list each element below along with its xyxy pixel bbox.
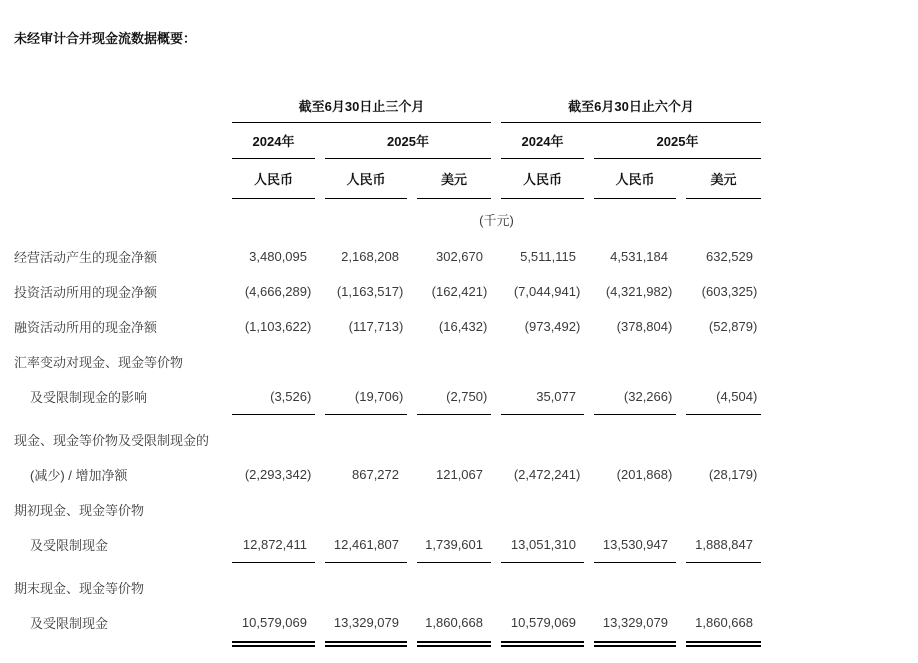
value-cell: 2,168,208 bbox=[341, 249, 399, 264]
row-label: (减少) / 增加净额 bbox=[30, 468, 128, 483]
period-group-header-6m: 截至6月30日止六个月 bbox=[501, 88, 761, 123]
value-cell: (201,868 ) bbox=[616, 467, 673, 482]
cashflow-table bbox=[14, 88, 761, 647]
value-cell: 12,872,411 bbox=[242, 537, 307, 552]
value-cell: (3,526 ) bbox=[270, 389, 312, 404]
value-cell: (378,804 ) bbox=[616, 319, 673, 334]
value-cell: 10,579,069 bbox=[510, 615, 576, 630]
value-cell: 13,329,079 bbox=[602, 615, 668, 630]
document-title: 未经审计合并现金流数据概要： bbox=[14, 31, 197, 46]
double-rule bbox=[325, 641, 407, 647]
single-rule bbox=[325, 414, 407, 422]
value-cell: (7,044,941 ) bbox=[513, 284, 581, 299]
year-header: 2025年 bbox=[594, 123, 761, 159]
value-cell: 121,067 bbox=[436, 467, 483, 482]
value-cell: (1,163,517 ) bbox=[336, 284, 404, 299]
row-label: 及受限制现金 bbox=[30, 538, 109, 553]
single-rule bbox=[594, 562, 676, 570]
value-cell: (2,293,342 ) bbox=[244, 467, 312, 482]
value-cell: (603,325 ) bbox=[701, 284, 758, 299]
double-rule bbox=[501, 641, 584, 647]
row-label: 融资活动所用的现金净额 bbox=[14, 320, 158, 335]
value-cell: 13,530,947 bbox=[602, 537, 668, 552]
double-rule bbox=[594, 641, 676, 647]
currency-header: 美元 bbox=[417, 159, 491, 199]
year-header: 2024年 bbox=[232, 123, 315, 159]
value-cell: (4,321,982 ) bbox=[605, 284, 673, 299]
value-cell: 12,461,807 bbox=[333, 537, 399, 552]
row-label: 经营活动产生的现金净额 bbox=[14, 250, 158, 265]
row-label: 现金、现金等价物及受限制现金的 bbox=[14, 433, 210, 448]
value-cell: (52,879 ) bbox=[708, 319, 758, 334]
value-cell: 1,860,668 bbox=[425, 615, 483, 630]
value-cell: (28,179 ) bbox=[708, 467, 758, 482]
row-label: 及受限制现金的影响 bbox=[30, 390, 148, 405]
row-label: 及受限制现金 bbox=[30, 616, 109, 631]
value-cell: 302,670 bbox=[436, 249, 483, 264]
value-cell: (19,706 ) bbox=[354, 389, 404, 404]
value-cell: 867,272 bbox=[352, 467, 399, 482]
value-cell: (16,432 ) bbox=[438, 319, 488, 334]
single-rule bbox=[501, 414, 584, 422]
single-rule bbox=[686, 414, 761, 422]
year-header: 2024年 bbox=[501, 123, 584, 159]
row-label: 期末现金、现金等价物 bbox=[14, 581, 145, 596]
single-rule bbox=[501, 562, 584, 570]
double-rule bbox=[232, 641, 315, 647]
single-rule bbox=[686, 562, 761, 570]
value-cell: (4,666,289 ) bbox=[244, 284, 312, 299]
value-cell: (2,750 ) bbox=[446, 389, 488, 404]
value-cell: (973,492 ) bbox=[524, 319, 581, 334]
row-label: 期初现金、现金等价物 bbox=[14, 503, 145, 518]
value-cell: 5,511,115 bbox=[520, 249, 576, 264]
row-label: 汇率变动对现金、现金等价物 bbox=[14, 355, 184, 370]
single-rule bbox=[417, 414, 491, 422]
value-cell: 3,480,095 bbox=[249, 249, 307, 264]
currency-header: 人民币 bbox=[501, 159, 584, 199]
value-cell: (1,103,622 ) bbox=[244, 319, 312, 334]
value-cell: 10,579,069 bbox=[241, 615, 307, 630]
value-cell: (117,713 ) bbox=[348, 319, 404, 334]
value-cell: 4,531,184 bbox=[610, 249, 668, 264]
single-rule bbox=[417, 562, 491, 570]
currency-header: 人民币 bbox=[232, 159, 315, 199]
value-cell: 13,051,310 bbox=[510, 537, 576, 552]
value-cell: (2,472,241 ) bbox=[513, 467, 581, 482]
value-cell: 632,529 bbox=[706, 249, 753, 264]
value-cell: (162,421 ) bbox=[431, 284, 488, 299]
year-header: 2025年 bbox=[325, 123, 491, 159]
double-rule bbox=[417, 641, 491, 647]
value-cell: 1,860,668 bbox=[695, 615, 753, 630]
value-cell: 1,739,601 bbox=[425, 537, 483, 552]
currency-header: 人民币 bbox=[325, 159, 407, 199]
value-cell: 13,329,079 bbox=[333, 615, 399, 630]
value-cell: 1,888,847 bbox=[695, 537, 753, 552]
value-cell: (4,504 ) bbox=[716, 389, 758, 404]
currency-header: 人民币 bbox=[594, 159, 676, 199]
unit-note: (千元) bbox=[479, 212, 514, 228]
value-cell: 35,077 bbox=[536, 389, 576, 404]
double-rule bbox=[686, 641, 761, 647]
currency-header: 美元 bbox=[686, 159, 761, 199]
single-rule bbox=[232, 414, 315, 422]
value-cell: (32,266 ) bbox=[623, 389, 673, 404]
single-rule bbox=[325, 562, 407, 570]
single-rule bbox=[594, 414, 676, 422]
row-label: 投资活动所用的现金净额 bbox=[14, 285, 158, 300]
single-rule bbox=[232, 562, 315, 570]
period-group-header-3m: 截至6月30日止三个月 bbox=[232, 88, 491, 123]
